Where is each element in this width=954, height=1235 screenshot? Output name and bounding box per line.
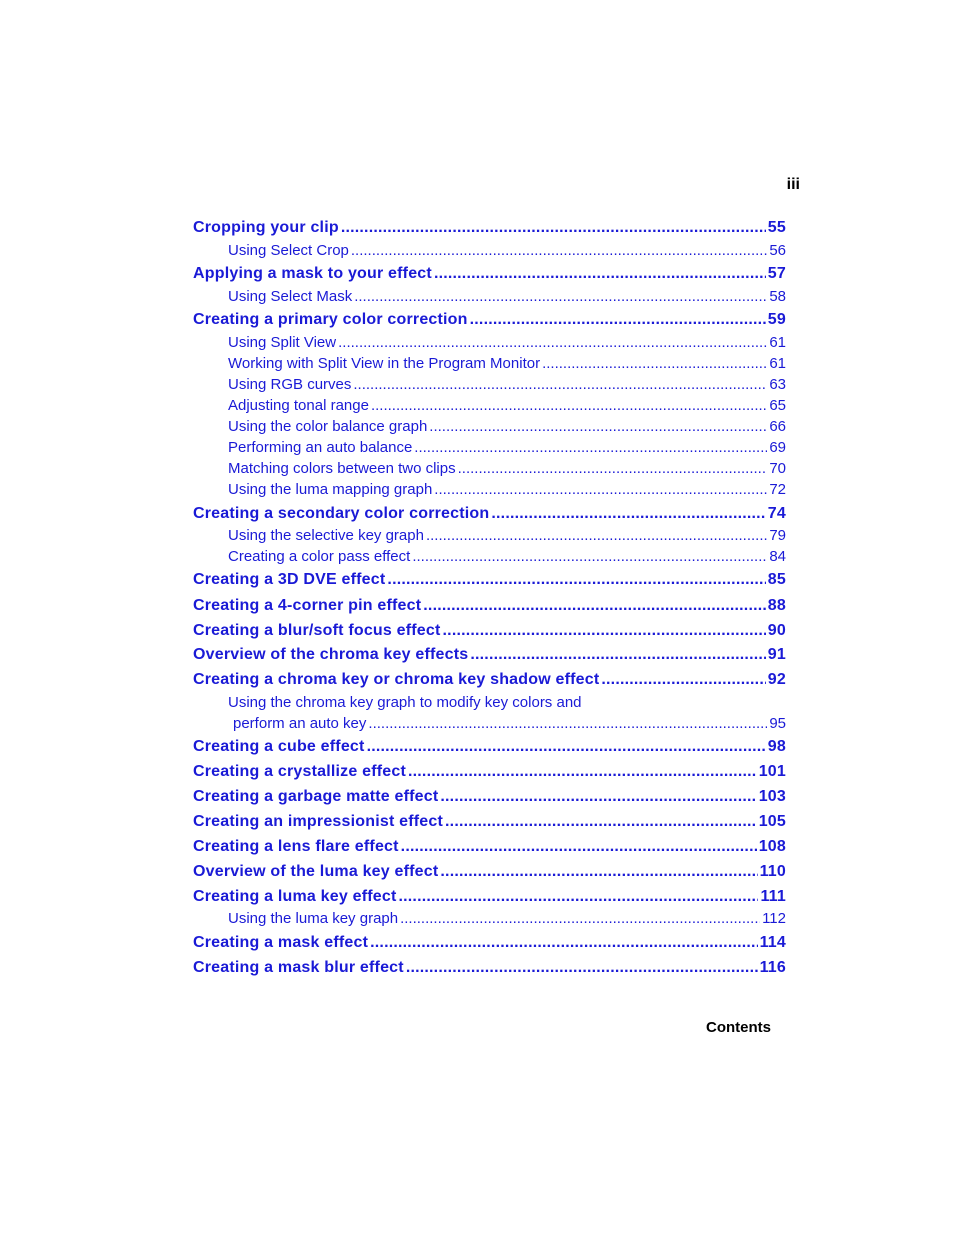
toc-entry-page: 91 xyxy=(767,646,786,663)
toc-entry-page: 55 xyxy=(767,219,786,236)
toc-entry-using-rgb-curves[interactable] xyxy=(228,376,786,393)
dot-leader xyxy=(412,548,767,565)
dot-leader xyxy=(440,788,756,806)
footer-label: Contents xyxy=(706,1019,771,1036)
toc-entry-page: 61 xyxy=(769,355,786,372)
toc-entry-luma-mapping-graph[interactable] xyxy=(228,481,786,498)
toc-entry-title: Using the selective key graph xyxy=(228,527,424,544)
toc-entry-title: Using Select Crop xyxy=(228,242,349,259)
toc-entry-page: 61 xyxy=(769,334,786,351)
toc-entry-page: 103 xyxy=(758,788,786,805)
toc-entry-adjusting-tonal-range[interactable] xyxy=(228,397,786,414)
toc-entry-page: 95 xyxy=(769,715,786,732)
dot-leader xyxy=(434,265,766,283)
toc-entry-title: Performing an auto balance xyxy=(228,439,413,456)
toc-entry-title: perform an auto key xyxy=(233,715,367,732)
toc-entry-title: Creating a secondary color correction xyxy=(193,505,490,522)
dot-leader xyxy=(426,527,767,544)
dot-leader xyxy=(542,355,767,372)
toc-entry-chroma-key-overview[interactable] xyxy=(193,646,786,664)
dot-leader xyxy=(399,888,759,906)
toc-entry-cube-effect[interactable] xyxy=(193,738,786,756)
dot-leader xyxy=(400,910,760,927)
toc-entry-page: 74 xyxy=(767,505,786,522)
toc-entry-page: 92 xyxy=(767,671,786,688)
toc-entry-using-select-mask[interactable] xyxy=(228,288,786,305)
toc-entry-luma-key-effect[interactable] xyxy=(193,888,786,906)
dot-leader xyxy=(414,439,767,456)
toc-entry-page: 90 xyxy=(767,622,786,639)
toc-entry-title: Creating a chroma key or chroma key shadow effect xyxy=(193,671,600,688)
toc-entry-applying-a-mask[interactable] xyxy=(193,265,786,283)
toc-entry-matching-colors[interactable] xyxy=(228,460,786,477)
dot-leader xyxy=(458,460,768,477)
toc-entry-mask-blur-effect[interactable] xyxy=(193,959,786,977)
toc-entry-page: 57 xyxy=(767,265,786,282)
toc-entry-page: 105 xyxy=(758,813,786,830)
toc-entry-page: 111 xyxy=(760,888,786,905)
toc-entry-title: Matching colors between two clips xyxy=(228,460,456,477)
dot-leader xyxy=(443,622,766,640)
dot-leader xyxy=(470,646,765,664)
toc-entry-secondary-color-correction[interactable] xyxy=(193,505,786,523)
toc-entry-title: Using the luma key graph xyxy=(228,910,399,927)
toc-entry-title: Creating a blur/soft focus effect xyxy=(193,622,441,639)
toc-entry-color-balance-graph[interactable] xyxy=(228,418,786,435)
toc-entry-page: 84 xyxy=(769,548,786,565)
toc-entry-page: 59 xyxy=(767,311,786,328)
toc-entry-page: 114 xyxy=(759,934,786,951)
toc-entry-title: Creating a mask effect xyxy=(193,934,369,951)
toc-entry-page: 108 xyxy=(758,838,786,855)
dot-leader xyxy=(387,571,765,589)
toc-entry-page: 101 xyxy=(758,763,786,780)
toc-entry-title: Creating a cube effect xyxy=(193,738,365,755)
toc-entry-page: 69 xyxy=(769,439,786,456)
dot-leader xyxy=(338,334,767,351)
dot-leader xyxy=(408,763,757,781)
toc-entry-title: Using the luma mapping graph xyxy=(228,481,433,498)
toc-entry-3d-dve-effect[interactable] xyxy=(193,571,786,589)
toc-entry-selective-key-graph[interactable] xyxy=(228,527,786,544)
toc-entry-page: 79 xyxy=(769,527,786,544)
dot-leader xyxy=(367,738,766,756)
toc-entry-title: Working with Split View in the Program Monitor xyxy=(228,355,541,372)
toc-entry-chroma-key-graph-line1[interactable]: Using the chroma key graph to modify key colors and xyxy=(228,694,582,711)
toc-entry-title: Creating a luma key effect xyxy=(193,888,397,905)
toc-entry-using-split-view[interactable] xyxy=(228,334,786,351)
toc-entry-title: Cropping your clip xyxy=(193,219,339,236)
toc-entry-title: Creating a color pass effect xyxy=(228,548,411,565)
dot-leader xyxy=(470,311,766,329)
toc-entry-page: 85 xyxy=(767,571,786,588)
toc-entry-page: 98 xyxy=(767,738,786,755)
toc-entry-garbage-matte-effect[interactable] xyxy=(193,788,786,806)
dot-leader xyxy=(429,418,767,435)
toc-entry-title: Creating a mask blur effect xyxy=(193,959,404,976)
toc-entry-primary-color-correction[interactable] xyxy=(193,311,786,329)
toc-entry-title: Creating a garbage matte effect xyxy=(193,788,439,805)
toc-entry-luma-key-graph[interactable] xyxy=(228,910,786,927)
toc-entry-auto-balance[interactable] xyxy=(228,439,786,456)
toc-entry-split-view-program-monitor[interactable] xyxy=(228,355,786,372)
toc-entry-page: 110 xyxy=(759,863,786,880)
toc-entry-title: Creating a crystallize effect xyxy=(193,763,406,780)
toc-entry-chroma-key-graph[interactable] xyxy=(233,715,786,732)
toc-entry-luma-key-overview[interactable] xyxy=(193,863,786,881)
toc-entry-page: 116 xyxy=(759,959,786,976)
toc-entry-page: 58 xyxy=(769,288,786,305)
toc-entry-title: Using the color balance graph xyxy=(228,418,428,435)
toc-entry-4-corner-pin-effect[interactable] xyxy=(193,597,786,615)
toc-entry-title: Overview of the chroma key effects xyxy=(193,646,469,663)
toc-entry-title: Overview of the luma key effect xyxy=(193,863,439,880)
toc-entry-crystallize-effect[interactable] xyxy=(193,763,786,781)
toc-entry-title: Using RGB curves xyxy=(228,376,352,393)
toc-entry-using-select-crop[interactable] xyxy=(228,242,786,259)
toc-entry-title: Using Split View xyxy=(228,334,337,351)
dot-leader xyxy=(368,715,767,732)
dot-leader xyxy=(601,671,765,689)
dot-leader xyxy=(406,959,758,977)
toc-entry-page: 65 xyxy=(769,397,786,414)
toc-entry-page: 88 xyxy=(767,597,786,614)
page-number: iii xyxy=(786,176,800,193)
toc-entry-cropping-your-clip[interactable] xyxy=(193,219,786,237)
dot-leader xyxy=(434,481,767,498)
toc-entry-page: 72 xyxy=(769,481,786,498)
toc-entry-title: Applying a mask to your effect xyxy=(193,265,432,282)
toc-entry-title: Creating an impressionist effect xyxy=(193,813,444,830)
toc-entry-page: 70 xyxy=(769,460,786,477)
dot-leader xyxy=(445,813,757,831)
dot-leader xyxy=(401,838,757,856)
toc-entry-title: Using Select Mask xyxy=(228,288,353,305)
toc-entry-title: Creating a 4-corner pin effect xyxy=(193,597,422,614)
dot-leader xyxy=(440,863,757,881)
toc-entry-title: Creating a lens flare effect xyxy=(193,838,399,855)
dot-leader xyxy=(371,397,767,414)
toc-entry-color-pass-effect[interactable] xyxy=(228,548,786,565)
toc-entry-page: 66 xyxy=(769,418,786,435)
toc-entry-chroma-key-shadow-effect[interactable] xyxy=(193,671,786,689)
dot-leader xyxy=(351,242,767,259)
toc-entry-mask-effect[interactable] xyxy=(193,934,786,952)
toc-entry-page: 112 xyxy=(762,910,786,927)
toc-entry-title: Creating a primary color correction xyxy=(193,311,468,328)
dot-leader xyxy=(370,934,757,952)
toc-entry-blur-soft-focus-effect[interactable] xyxy=(193,622,786,640)
dot-leader xyxy=(423,597,766,615)
toc-entry-page: 63 xyxy=(769,376,786,393)
toc-entry-impressionist-effect[interactable] xyxy=(193,813,786,831)
toc-entry-page: 56 xyxy=(769,242,786,259)
dot-leader xyxy=(353,376,767,393)
toc-entry-lens-flare-effect[interactable] xyxy=(193,838,786,856)
toc-entry-title: Adjusting tonal range xyxy=(228,397,369,414)
dot-leader xyxy=(491,505,765,523)
toc-entry-title: Creating a 3D DVE effect xyxy=(193,571,386,588)
dot-leader xyxy=(354,288,767,305)
dot-leader xyxy=(341,219,766,237)
